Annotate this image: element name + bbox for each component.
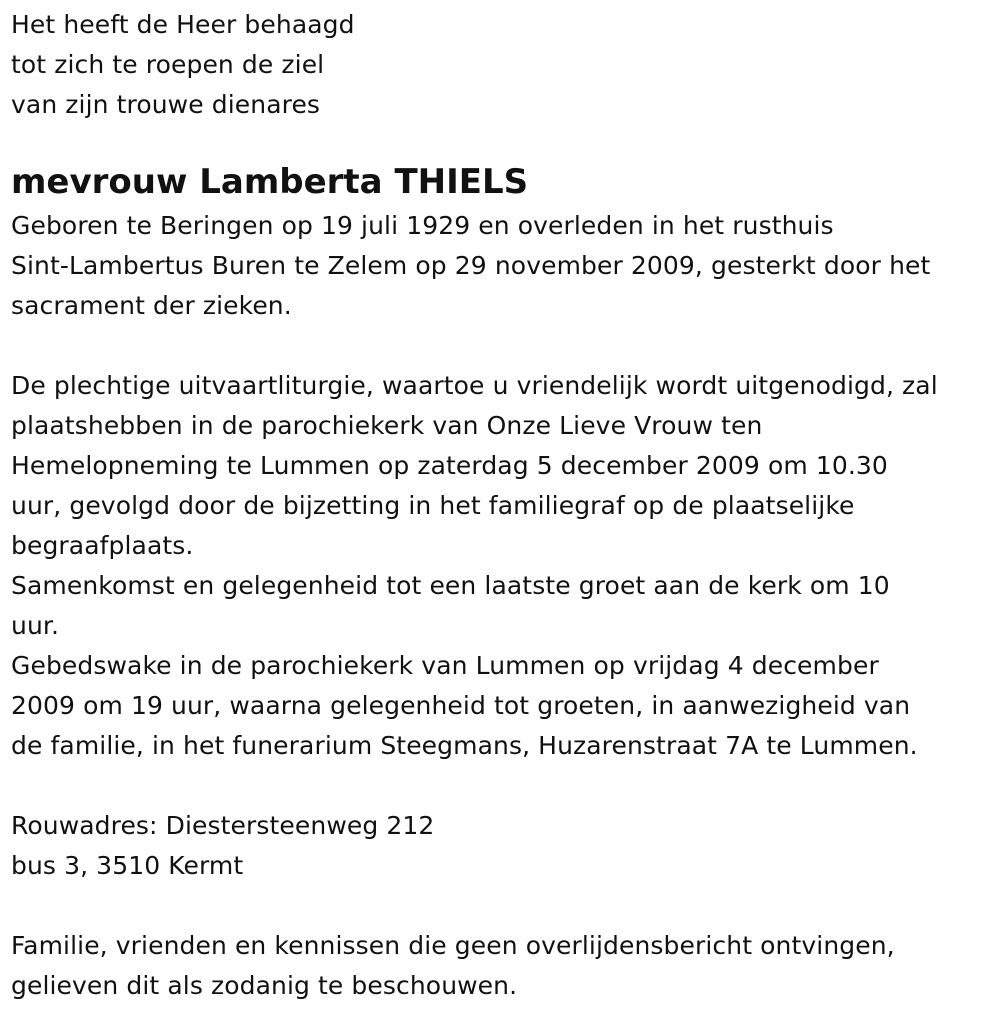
- birth-death-line: Sint-Lambertus Buren te Zelem op 29 november 2009, gesterkt door het: [11, 251, 931, 280]
- intro-line: Het heeft de Heer behaagd: [11, 10, 355, 39]
- obituary-notice: [11, 5, 996, 1006]
- liturgy-line: De plechtige uitvaartliturgie, waartoe u vriendelijk wordt uitgenodigd, zal: [11, 371, 938, 400]
- liturgy-line: begraafplaats.: [11, 531, 194, 560]
- liturgy-line: plaatshebben in de parochiekerk van Onze Lieve Vrouw ten: [11, 411, 763, 440]
- intro-paragraph: [11, 5, 996, 125]
- intro-line: tot zich te roepen de ziel: [11, 50, 325, 79]
- address-line: Rouwadres: Diestersteenweg 212: [11, 811, 435, 840]
- liturgy-line: Hemelopneming te Lummen op zaterdag 5 december 2009 om 10.30: [11, 451, 888, 480]
- wake-paragraph: [11, 646, 996, 766]
- address-line: bus 3, 3510 Kermt: [11, 851, 244, 880]
- wake-line: de familie, in het funerarium Steegmans, Huzarenstraat 7A te Lummen.: [11, 731, 918, 760]
- closing-line: gelieven dit als zodanig te beschouwen.: [11, 971, 518, 1000]
- liturgy-line: uur, gevolgd door de bijzetting in het familiegraf op de plaatselijke: [11, 491, 855, 520]
- liturgy-paragraph: [11, 366, 996, 566]
- intro-line: van zijn trouwe dienares: [11, 90, 321, 119]
- gathering-paragraph: [11, 566, 996, 646]
- closing-line: Familie, vrienden en kennissen die geen overlijdensbericht ontvingen,: [11, 931, 895, 960]
- gathering-line: uur.: [11, 611, 60, 640]
- mourning-address: [11, 806, 996, 886]
- paragraph-gap: [11, 766, 996, 806]
- birth-death-line: sacrament der zieken.: [11, 291, 292, 320]
- wake-line: Gebedswake in de parochiekerk van Lummen op vrijdag 4 december: [11, 651, 879, 680]
- deceased-name: mevrouw Lamberta THIELS: [11, 162, 529, 202]
- gathering-line: Samenkomst en gelegenheid tot een laatste groet aan de kerk om 10: [11, 571, 890, 600]
- closing-paragraph: [11, 926, 996, 1006]
- paragraph-gap: [11, 886, 996, 926]
- birth-death-line: Geboren te Beringen op 19 juli 1929 en overleden in het rusthuis: [11, 211, 834, 240]
- paragraph-gap: [11, 326, 996, 366]
- wake-line: 2009 om 19 uur, waarna gelegenheid tot groeten, in aanwezigheid van: [11, 691, 911, 720]
- birth-death-paragraph: [11, 206, 996, 326]
